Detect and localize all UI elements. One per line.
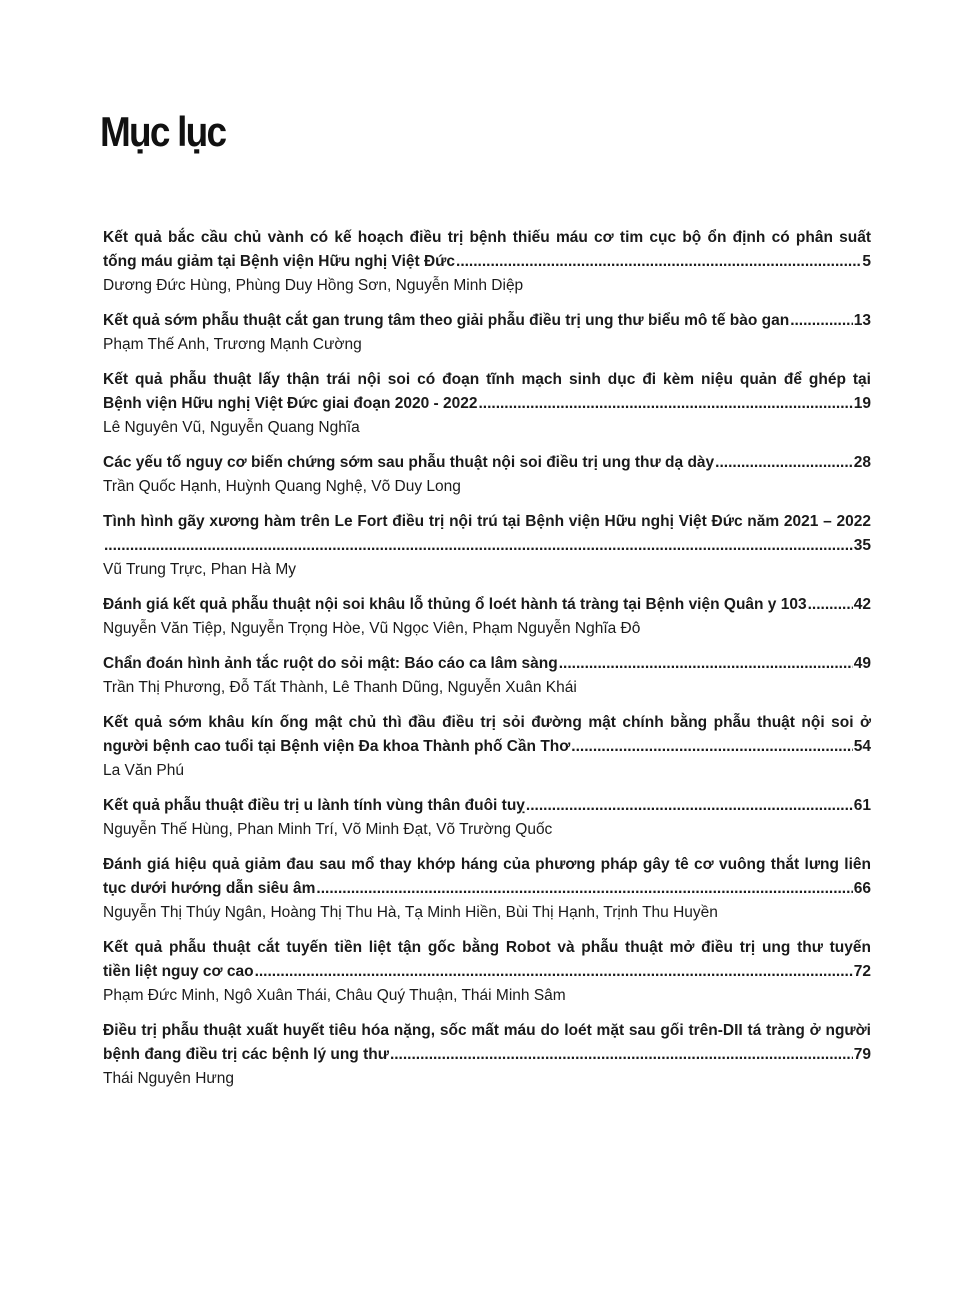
toc-leader-line xyxy=(103,960,871,984)
toc-title-line: Các yếu tố nguy cơ biến chứng sớm sau phẫu thuật nội soi điều trị ung thư dạ dày xyxy=(103,454,715,471)
toc-entry[interactable] xyxy=(103,309,871,357)
toc-leader-line xyxy=(103,451,871,475)
toc-entry-title xyxy=(103,510,871,558)
dot-leader xyxy=(478,392,852,416)
toc-title-line: tiền liệt nguy cơ cao xyxy=(103,963,254,980)
toc-entry[interactable] xyxy=(103,794,871,842)
dot-leader xyxy=(808,593,853,617)
toc-entry-authors: La Văn Phú xyxy=(103,762,185,779)
toc-leader-line xyxy=(103,309,871,333)
toc-entry-title xyxy=(103,652,871,676)
toc-title-line: Đánh giá kết quả phẫu thuật nội soi khâu lỗ thủng ổ loét hành tá tràng tại Bệnh viện Quân y 103 xyxy=(103,596,807,613)
toc-entry-title xyxy=(103,853,871,901)
toc-leader-line xyxy=(103,652,871,676)
toc-entry[interactable] xyxy=(103,368,871,440)
page-number: 13 xyxy=(853,312,871,329)
toc-entry-authors: Nguyễn Văn Tiệp, Nguyễn Trọng Hòe, Vũ Ngọc Viên, Phạm Nguyễn Nghĩa Đô xyxy=(103,620,641,637)
toc-title-line: Bệnh viện Hữu nghị Việt Đức giai đoạn 2020 - 2022 xyxy=(103,395,478,412)
page-number: 72 xyxy=(853,963,871,980)
dot-leader xyxy=(715,451,853,475)
page-number: 49 xyxy=(853,655,871,672)
toc-title-line: Điều trị phẫu thuật xuất huyết tiêu hóa nặng, sốc mất máu do loét mặt sau gối trên-DII tá tràng ở người xyxy=(103,1022,871,1039)
toc-entry-authors: Trần Quốc Hạnh, Huỳnh Quang Nghệ, Võ Duy Long xyxy=(103,478,461,495)
toc-leader-line xyxy=(103,735,871,759)
toc-entry[interactable] xyxy=(103,652,871,700)
toc-leader-line xyxy=(103,593,871,617)
page-number: 28 xyxy=(853,454,871,471)
toc-entry-authors: Dương Đức Hùng, Phùng Duy Hồng Sơn, Nguyễn Minh Diệp xyxy=(103,277,524,294)
toc-title-line: Kết quả phẫu thuật điều trị u lành tính vùng thân đuôi tuỵ xyxy=(103,797,525,814)
page-number: 5 xyxy=(862,253,871,270)
toc-entry-title xyxy=(103,936,871,984)
toc-entry[interactable] xyxy=(103,593,871,641)
page-heading: Mục lục xyxy=(100,108,226,155)
toc-leader-line xyxy=(103,877,871,901)
toc-entry-title xyxy=(103,711,871,759)
toc-title-line: Chẩn đoán hình ảnh tắc ruột do sỏi mật: Báo cáo ca lâm sàng xyxy=(103,655,558,672)
toc-title-line: tục dưới hướng dẫn siêu âm xyxy=(103,880,316,897)
toc-entry[interactable] xyxy=(103,1019,871,1091)
toc-entry-title xyxy=(103,794,871,818)
toc-entry-authors: Vũ Trung Trực, Phan Hà My xyxy=(103,561,297,578)
toc-leader-line xyxy=(103,250,871,274)
toc-entry-authors: Nguyễn Thế Hùng, Phan Minh Trí, Võ Minh Đạt, Võ Trường Quốc xyxy=(103,821,553,838)
toc-title-line: bệnh đang điều trị các bệnh lý ung thư xyxy=(103,1046,389,1063)
toc-title-line: Đánh giá hiệu quả giảm đau sau mổ thay khớp háng của phương pháp gây tê cơ vuông thắt lưng liên xyxy=(103,856,871,873)
page-number: 42 xyxy=(853,596,871,613)
toc-title-line: Kết quả sớm khâu kín ống mật chủ thì đầu điều trị sỏi đường mật chính bằng phẫu thuật nội soi ở xyxy=(103,714,871,731)
toc-entry-title xyxy=(103,309,871,333)
toc-entry-title xyxy=(103,451,871,475)
dot-leader xyxy=(255,960,853,984)
toc-entry-authors: Phạm Thế Anh, Trương Mạnh Cường xyxy=(103,336,362,353)
dot-leader xyxy=(316,877,852,901)
toc-leader-line xyxy=(103,794,871,818)
toc-title-line: Kết quả phẫu thuật cắt tuyến tiền liệt tận gốc bằng Robot và phẫu thuật mở điều trị ung thư tuyến xyxy=(103,939,871,956)
page-number: 19 xyxy=(853,395,871,412)
toc-entry-authors: Lê Nguyên Vũ, Nguyễn Quang Nghĩa xyxy=(103,419,360,436)
toc-entry-title xyxy=(103,1019,871,1067)
dot-leader xyxy=(559,652,853,676)
toc-entry-authors: Nguyễn Thị Thúy Ngân, Hoàng Thị Thu Hà, Tạ Minh Hiền, Bùi Thị Hạnh, Trịnh Thu Huyền xyxy=(103,904,718,921)
page-number: 61 xyxy=(853,797,871,814)
dot-leader xyxy=(390,1043,853,1067)
toc-leader-line xyxy=(103,392,871,416)
toc-entry-title xyxy=(103,593,871,617)
toc-entry[interactable] xyxy=(103,711,871,783)
toc-title-line: Kết quả sớm phẫu thuật cắt gan trung tâm theo giải phẫu điều trị ung thư biểu mô tế bào gan xyxy=(103,312,790,329)
toc-entry[interactable] xyxy=(103,936,871,1008)
toc-entry[interactable] xyxy=(103,853,871,925)
toc-entry[interactable] xyxy=(103,510,871,582)
toc-leader-line xyxy=(103,1043,871,1067)
page-number: 66 xyxy=(853,880,871,897)
toc-title-line: Tình hình gãy xương hàm trên Le Fort điều trị nội trú tại Bệnh viện Hữu nghị Việt Đức năm 2021 – 2022 xyxy=(103,513,871,530)
toc-entry-authors: Thái Nguyên Hưng xyxy=(103,1070,235,1087)
toc-title-line: Kết quả phẫu thuật lấy thận trái nội soi có đoạn tĩnh mạch sinh dục đi kèm niệu quản để ghép tại xyxy=(103,371,871,388)
dot-leader xyxy=(571,735,852,759)
toc-title-line: người bệnh cao tuổi tại Bệnh viện Đa khoa Thành phố Cần Thơ xyxy=(103,738,571,755)
table-of-contents xyxy=(103,226,871,1102)
page-number: 79 xyxy=(853,1046,871,1063)
dot-leader xyxy=(456,250,861,274)
toc-leader-line xyxy=(103,534,871,558)
toc-entry[interactable] xyxy=(103,451,871,499)
page-number: 35 xyxy=(853,537,871,554)
page-number: 54 xyxy=(853,738,871,755)
toc-title-line: tống máu giảm tại Bệnh viện Hữu nghị Việt Đức xyxy=(103,253,456,270)
toc-entry[interactable] xyxy=(103,226,871,298)
dot-leader xyxy=(526,794,853,818)
toc-entry-authors: Trần Thị Phương, Đỗ Tất Thành, Lê Thanh Dũng, Nguyễn Xuân Khái xyxy=(103,679,577,696)
dot-leader xyxy=(790,309,853,333)
toc-entry-authors: Phạm Đức Minh, Ngô Xuân Thái, Châu Quý Thuận, Thái Minh Sâm xyxy=(103,987,566,1004)
toc-entry-title xyxy=(103,226,871,274)
toc-entry-title xyxy=(103,368,871,416)
toc-title-line: Kết quả bắc cầu chủ vành có kế hoạch điều trị bệnh thiếu máu cơ tim cục bộ ổn định có phân suất xyxy=(103,229,871,246)
dot-leader xyxy=(104,534,853,558)
